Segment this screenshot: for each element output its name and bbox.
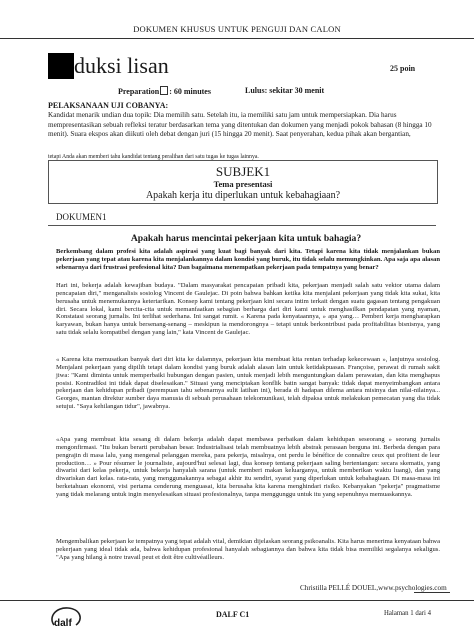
header-rule (0, 38, 474, 39)
exam-title: duksi lisan (74, 53, 169, 78)
logo-text: dalf (54, 618, 72, 629)
subject-label: SUBJEK1 (215, 164, 271, 179)
footer-exam-level: DALF C1 (216, 610, 250, 619)
redaction-block (48, 53, 74, 79)
article-signature: Christilla PELLÉ DOUEL,www.psychologies.com (300, 584, 447, 592)
preparation-label: Preparation (118, 87, 160, 96)
section-title: PELAKSANAAN UJI COBANYA: (48, 101, 169, 110)
article-title: Apakah harus mencintai pekerjaan kita untuk bahagia? (130, 233, 362, 244)
document-label: DOKUMEN1 (56, 212, 107, 222)
instructions-text: Kandidat menarik undian dua topik: Dia memilih satu. Setelah itu, ia memiliki satu jam untuk mempersiapkan. Dia harus mempresentasikan sebuah refleksi teratur berdasarkan tema yang ditentukan dan dokumen yang menjadi pokok bahasan (8 hingga 10 menit). Suara ekspos akan diikuti oleh debat dengan juri (15 hingga 20 menit). Saat penyerahan, kedua pihak akan bergantian, (48, 111, 432, 139)
preparation-time (118, 86, 211, 96)
points-label: 25 poin (390, 64, 416, 73)
article-paragraph-1: Hari ini, bekerja adalah kewajiban budaya. "Dalam masyarakat pencapaian pribadi kita, pekerjaan menjadi salah satu vektor utama dalam pencapaian diri," menganalisis sosiolog Vincent de Gaulejac. Di poin bahwa bahkan ketika kita menjalani pekerjaan yang tidak kita sukai, kita berusaha untuk menemukannya ketertarikan. Konsep kami tentang pekerjaan kini secara intim terkait dengan suatu gagasan tentang pengakuan diri. Secara lokal, kami bercita-cita untuk memanfaatkan sebagian berharga dari diri kami untuk menghasilkan pendapatan yang nyaman, Konstatasi seorang jurnalis. Ini terlihat sederhana. Ini sangat rumit. « Karena pada kenyataannya, » apa yang… Pemberi kerja mengharapkan karyawan, bukan hanya untuk bersenang-senang – meskipun ia mendorongnya – tetapi untuk berkontribusi pada profitabilitas bisnisnya, yang satu tidak selalu kompatibel dengan yang lain," kata Vincent de Gaulejac. (56, 282, 440, 337)
article-lead: Berkembang dalam profesi kita adalah aspirasi yang kuat bagi banyak dari kita. Tetapi karena kita tidak menjalankan bukan pekerjaan yang tepat atau karena kita menjalankannya dalam kondisi yang buruk, itu tidak selalu memungkinkan. Apa saja apa alasan sebenarnya dari frustrasi profesional kita? Dan bagaimana menempatkan pekerjaan pada tempatnya yang benar? (56, 248, 440, 271)
subject-box (48, 160, 438, 204)
instructions-note: tetapi Anda akan memberi tahu kandidat tentang peralihan dari satu tugas ke tugas lainnya. (48, 154, 259, 160)
article-paragraph-3: «Apa yang membuat kita sesang di dalam bekerja adalah dapat membawa perbaikan dalam kehidupan seseorang » seorang jurnalis mengonfirmasi. "Itu bukan berarti perubahan besar. Industrialisasi telah membuatnya lebih abstrak perasaan berguna ini. Berbeda dengan para pengrajin di masa lalu, yang mengenal pelanggan mereka, para pekerja, misalnya, ont perdu le bénéfice de connaître ceux qui profitent de leur production… » Pour résumer le journaliste, aujourd'hui selesai lagi, dua konsep tentang pekerjaan saling bertentangan: secara skematis, yang diwarisi dari kelas pekerja, untuk bekerja hanyalah sarana (untuk memberi makan keluarganya, untuk memberikan waktu luang), dan yang diwariskan dari kelas. rata-rata, yang menggunakannya sebagai akhir itu sendiri, syarat yang diperlukan untuk kebahagiaan. Di masa-masa ini berketahuan ekonomi, visi pertama cenderung menguasai, kita berusaha kita karena menghindari risiko. Kebanyakan "pekerja" pragmatisme yang tidak melarang untuk ingin menyelesaikan situasi profesionalnya, tanpa menggunggu untuk itu yang sepenuhnya memuaskannya. (56, 436, 440, 498)
theme-label: Tema presentasi (213, 179, 273, 189)
preparation-value: : 60 minutes (169, 87, 211, 96)
footer-rule (0, 600, 474, 601)
page-header: DOKUMEN KHUSUS UNTUK PENGUJI DAN CALON (133, 24, 341, 34)
footer-page-number: Halaman 1 dari 4 (384, 610, 431, 617)
checkbox-glyph (160, 86, 168, 95)
duration-label: Lulus: sekitar 30 menit (245, 86, 325, 95)
signature-rule (414, 592, 450, 593)
article-paragraph-4: Mengembalikan pekerjaan ke tempatnya yang tepat adalah vital, demikian dijelaskan seorang psikoanalis. Kita harus menerima kenyataan bahwa pekerjaan yang ideal tidak ada, bahwa kehidupan profesional hanyalah sebagiannya dan bahwa kita tidak bisa memiliki segalanya sekaligus. "Apa yang hilang à notre travail peut et doit être cultivéailleurs. (56, 538, 440, 561)
article-paragraph-2: « Karena kita memusatkan banyak dari diri kita ke dalamnya, pekerjaan kita membuat kita rentan terhadap kekecewaan », lanjutnya sosiolog. Menjalani pekerjaan yang dipilih tetapi dalam kondisi yang buruk adalah alasan lain untuk ketidakpuasan. Françoise, perawat di rumah sakit jiwa: "Kami diminta untuk memperbaiki hubungan dengan pasien, untuk menjadi lebih menguntungkan dalam perawatan, dan kita menghapus posisi. Kontradiksi ini tidak dapat diselesaikan." Situasi yang menciptakan konflik batin sangat banyak: tidak dapat menyeimbangkan antara pekerjaan dan kehidupan pribadi (perempuan tahu sebenarnya sulit latihan ini), berada di hadapan dilema antara misinya dan nilai-nilainya... Georges, mantan direktur sumber daya manusia di sebuah perusahaan telekomunikasi, telah dipaksa untuk melakukan pemecatan yang dia tidak setujui. "Saya kehilangan tidur", jawabnya. (56, 356, 440, 411)
document-rule (48, 225, 436, 226)
dalf-logo-icon (46, 605, 86, 629)
theme-question: Apakah kerja itu diperlukan untuk kebahagiaan? (145, 190, 341, 201)
